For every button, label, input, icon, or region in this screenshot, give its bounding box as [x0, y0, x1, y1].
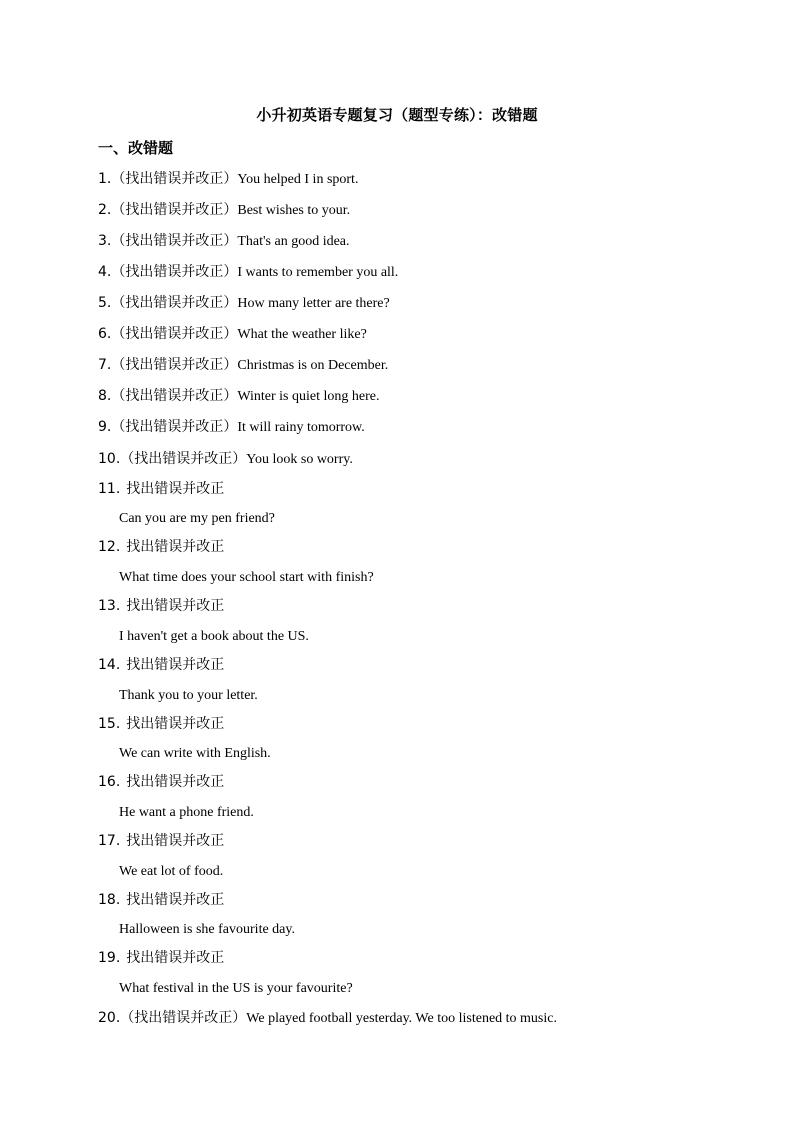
question-sentence: I wants to remember you all. — [237, 265, 399, 280]
question-number: 2. — [98, 202, 112, 218]
page-title: 小升初英语专题复习（题型专练）：改错题 — [256, 106, 538, 124]
question-sentence: We can write with English. — [119, 746, 271, 761]
question-number: 20. — [98, 1010, 121, 1026]
question-instruction: （找出错误并改正） — [111, 388, 238, 404]
question-instruction: （找出错误并改正） — [111, 326, 238, 342]
question-sentence: How many letter are there? — [237, 296, 390, 311]
question-instruction: （找出错误并改正） — [111, 357, 238, 373]
question-number: 6. — [98, 326, 112, 342]
question-number: 15. — [98, 716, 121, 732]
question-instruction: （找出错误并改正） — [111, 202, 238, 218]
question-sentence: Halloween is she favourite day. — [119, 922, 295, 937]
question-number: 11. — [98, 481, 121, 497]
question-16 — [98, 773, 224, 791]
question-instruction: 找出错误并改正 — [126, 657, 225, 673]
question-number: 19. — [98, 950, 121, 966]
question-17 — [98, 832, 224, 850]
question-instruction: 找出错误并改正 — [126, 833, 225, 849]
question-number: 3. — [98, 233, 112, 249]
question-sentence: What time does your school start with finish? — [119, 570, 374, 585]
question-9 — [98, 418, 365, 437]
section-heading: 一、改错题 — [98, 139, 174, 157]
question-sentence: He want a phone friend. — [119, 805, 254, 820]
question-12 — [98, 538, 224, 556]
question-number: 17. — [98, 833, 121, 849]
question-sentence: We eat lot of food. — [119, 864, 224, 879]
question-number: 12. — [98, 539, 121, 555]
question-sentence: You look so worry. — [246, 452, 353, 467]
question-instruction: 找出错误并改正 — [126, 716, 225, 732]
question-sentence: Best wishes to your. — [237, 203, 351, 218]
question-3 — [98, 232, 350, 251]
question-7 — [98, 356, 388, 375]
question-instruction: （找出错误并改正） — [111, 233, 238, 249]
question-19 — [98, 949, 224, 967]
question-5 — [98, 294, 390, 313]
question-number: 9. — [98, 419, 112, 435]
question-2 — [98, 201, 350, 220]
question-sentence: Thank you to your letter. — [119, 688, 258, 703]
question-sentence: It will rainy tomorrow. — [237, 420, 365, 435]
question-sentence: What festival in the US is your favourite? — [119, 981, 353, 996]
question-number: 5. — [98, 295, 112, 311]
question-number: 14. — [98, 657, 121, 673]
question-instruction: （找出错误并改正） — [111, 419, 238, 435]
question-18 — [98, 891, 224, 909]
question-sentence: I haven't get a book about the US. — [119, 629, 309, 644]
question-instruction: 找出错误并改正 — [126, 598, 225, 614]
question-instruction: （找出错误并改正） — [111, 171, 238, 187]
question-11 — [98, 480, 224, 498]
question-sentence: That's an good idea. — [237, 234, 350, 249]
question-sentence: Winter is quiet long here. — [237, 389, 380, 404]
question-sentence: What the weather like? — [237, 327, 367, 342]
question-sentence: You helped I in sport. — [237, 172, 359, 187]
question-sentence: We played football yesterday. We too listened to music. — [246, 1011, 557, 1026]
question-20 — [98, 1009, 557, 1028]
question-instruction: （找出错误并改正） — [120, 451, 247, 467]
question-instruction: （找出错误并改正） — [111, 264, 238, 280]
question-instruction: 找出错误并改正 — [126, 950, 225, 966]
question-instruction: 找出错误并改正 — [126, 539, 225, 555]
question-6 — [98, 325, 367, 344]
question-instruction: 找出错误并改正 — [126, 892, 225, 908]
question-1 — [98, 170, 358, 189]
question-number: 10. — [98, 451, 121, 467]
question-number: 8. — [98, 388, 112, 404]
question-4 — [98, 263, 398, 282]
question-sentence: Christmas is on December. — [237, 358, 389, 373]
question-instruction: （找出错误并改正） — [111, 295, 238, 311]
question-instruction: 找出错误并改正 — [126, 481, 225, 497]
question-number: 1. — [98, 171, 112, 187]
question-instruction: （找出错误并改正） — [120, 1010, 247, 1026]
question-15 — [98, 715, 224, 733]
question-number: 16. — [98, 774, 121, 790]
question-number: 18. — [98, 892, 121, 908]
question-10 — [98, 450, 353, 469]
question-instruction: 找出错误并改正 — [126, 774, 225, 790]
question-number: 7. — [98, 357, 112, 373]
question-8 — [98, 387, 379, 406]
question-number: 13. — [98, 598, 121, 614]
question-13 — [98, 597, 224, 615]
question-sentence: Can you are my pen friend? — [119, 511, 275, 526]
question-number: 4. — [98, 264, 112, 280]
question-14 — [98, 656, 224, 674]
